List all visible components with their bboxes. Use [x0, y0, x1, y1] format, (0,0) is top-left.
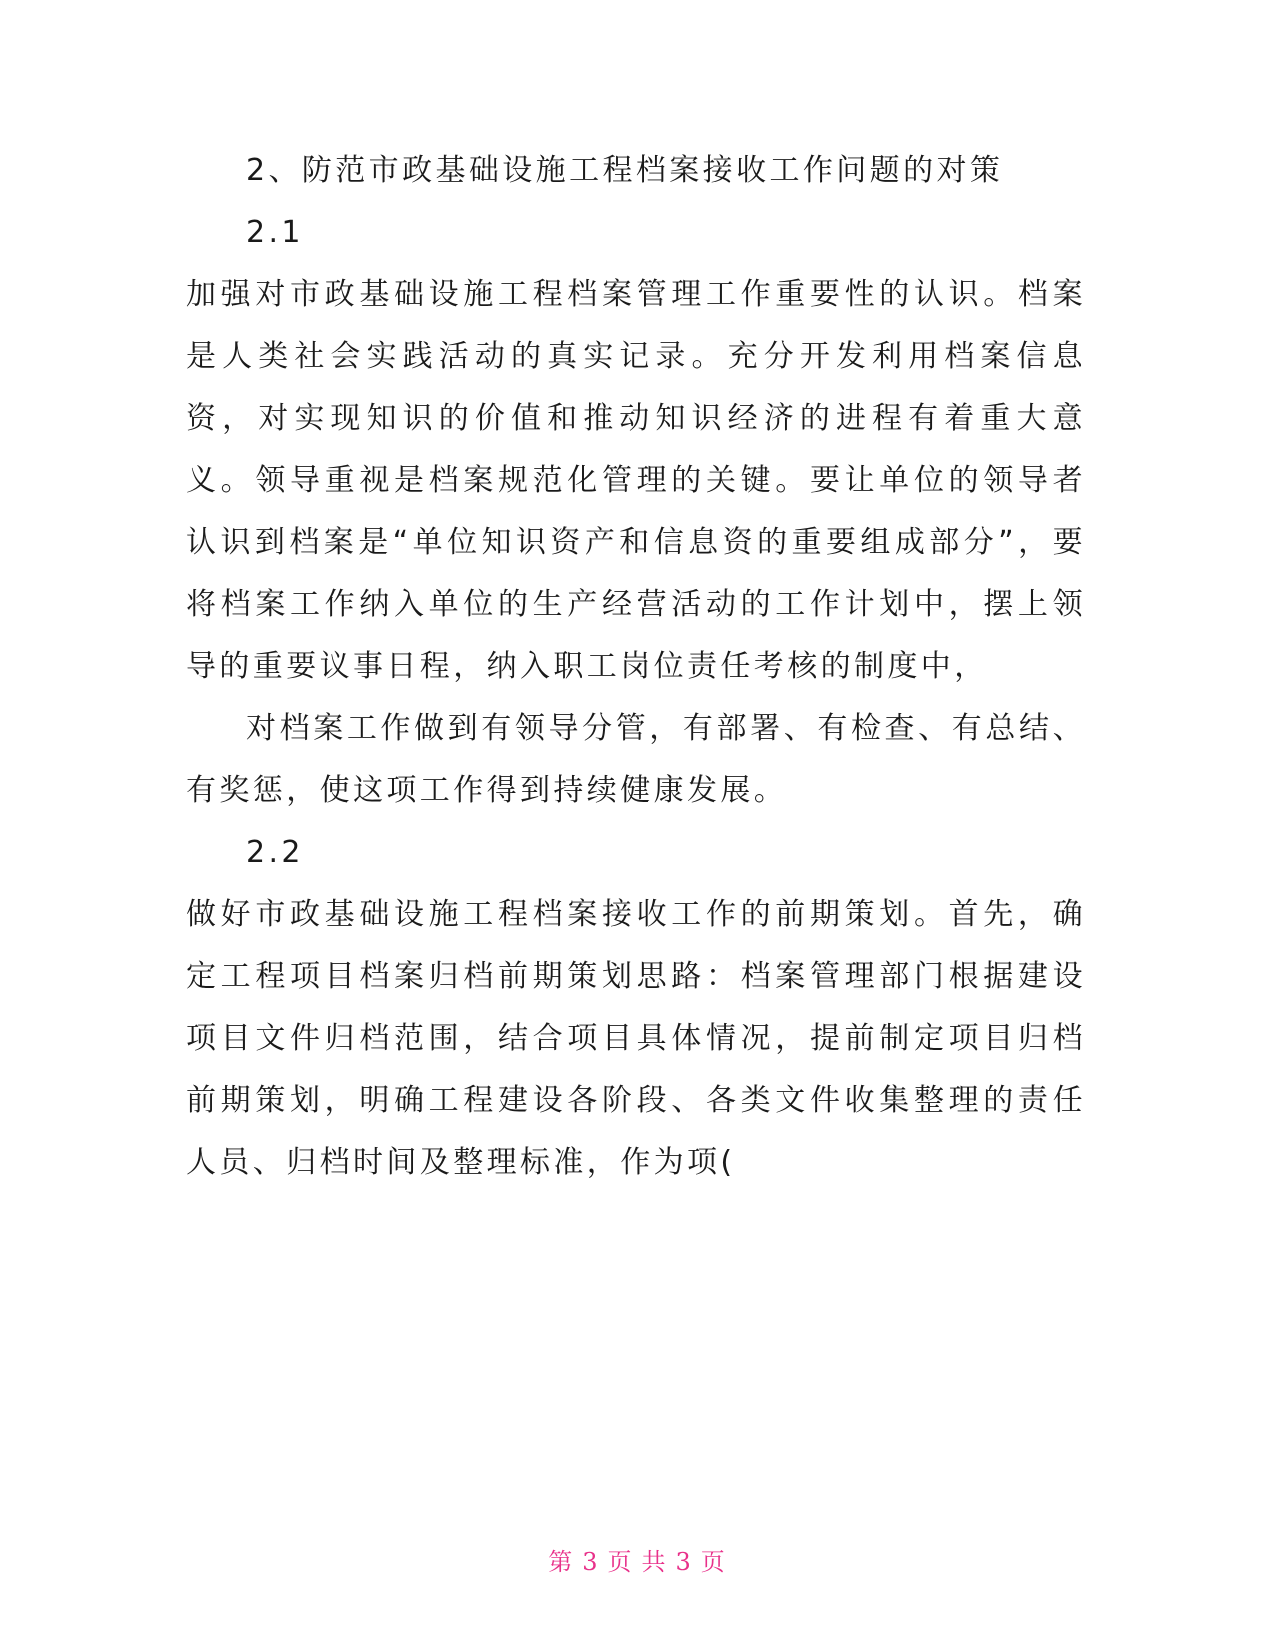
- footer-page-prefix: 第: [548, 1548, 575, 1576]
- footer-page-suffix: 页: [700, 1548, 727, 1576]
- subsection-number: 2.2: [246, 835, 304, 870]
- footer-total-word: 共: [641, 1548, 668, 1576]
- footer-page-word: 页: [607, 1548, 634, 1576]
- body-paragraph: 加强对市政基础设施工程档案管理工作重要性的认识。档案是人类社会实践活动的真实记录。充分开发利用档案信息资，对实现知识的价值和推动知识经济的进程有着重大意义。领导重视是档案规范化管理的关键。要让单位的领导者认识到档案是“单位知识资产和信息资的重要组成部分”，要将档案工作纳入单位的生产经营活动的工作计划中，摆上领导的重要议事日程，纳入职工岗位责任考核的制度中，: [186, 277, 1086, 684]
- footer-current-page: 3: [582, 1548, 600, 1576]
- page-footer: [0, 1542, 1275, 1577]
- subsection-number: 2.1: [246, 215, 304, 250]
- document-body: [186, 140, 1086, 1194]
- footer-total-pages: 3: [675, 1548, 693, 1576]
- section-heading: 2、防范市政基础设施工程档案接收工作问题的对策: [246, 153, 1004, 188]
- body-paragraph: 做好市政基础设施工程档案接收工作的前期策划。首先，确定工程项目档案归档前期策划思路：档案管理部门根据建设项目文件归档范围，结合项目具体情况，提前制定项目归档前期策划，明确工程建设各阶段、各类文件收集整理的责任人员、归档时间及整理标准，作为项(: [186, 897, 1086, 1180]
- body-paragraph: 对档案工作做到有领导分管，有部署、有检查、有总结、有奖惩，使这项工作得到持续健康发展。: [186, 711, 1086, 808]
